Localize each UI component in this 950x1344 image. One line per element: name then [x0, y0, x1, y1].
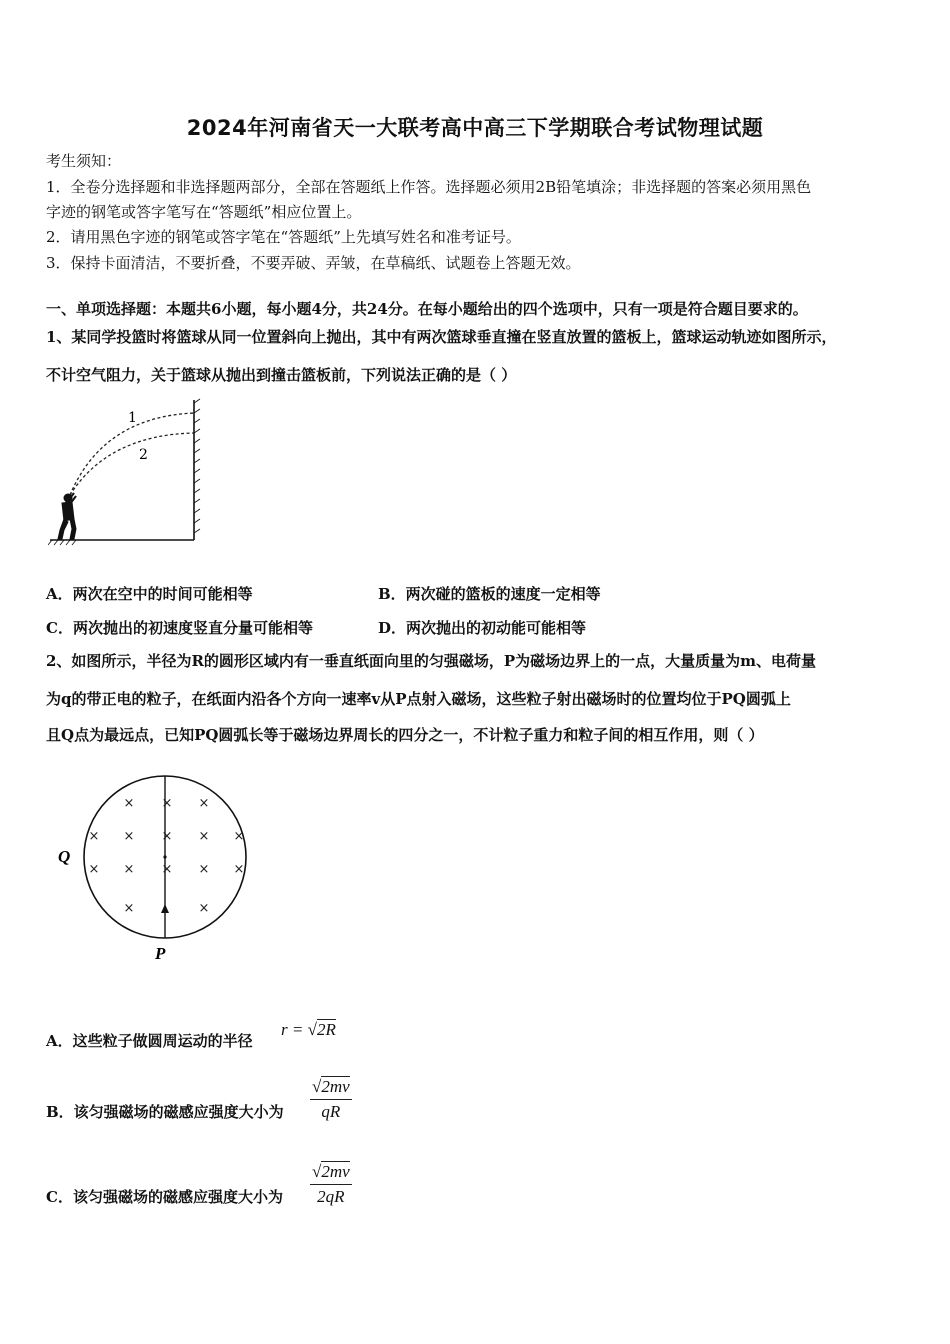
velocity-arrow [161, 904, 169, 913]
q2-stem-line1: 2、如图所示，半径为R的圆形区域内有一垂直纸面向里的匀强磁场，P为磁场边界上的一点，大量质量为m、电荷量 [46, 652, 817, 670]
q2-option-c: C．该匀强磁场的磁感应强度大小为 [46, 1188, 283, 1206]
notice-heading: 考生须知： [46, 152, 122, 170]
q2-option-b: B．该匀强磁场的磁感应强度大小为 [46, 1103, 284, 1121]
sqrt-icon: √ [307, 1020, 317, 1039]
q2-option-a-text: A．这些粒子做圆周运动的半径 [46, 1032, 253, 1050]
trajectory-2 [70, 433, 194, 495]
fraction-denominator: qR [321, 1102, 341, 1121]
svg-text:×: × [161, 796, 173, 811]
svg-text:×: × [88, 829, 100, 844]
svg-text:×: × [123, 862, 135, 877]
q2-option-a [46, 1030, 253, 1051]
svg-text:×: × [198, 829, 210, 844]
notice-item-2: 2．请用黑色字迹的钢笔或答字笔在“答题纸”上先填写姓名和准考证号。 [46, 228, 521, 246]
sqrt-icon: √ [312, 1077, 322, 1096]
svg-text:×: × [88, 862, 100, 877]
q2-option-c-fraction [310, 1162, 352, 1207]
q2-option-b-fraction [310, 1077, 352, 1122]
trajectory-2-label: 2 [139, 447, 148, 463]
center-dot [163, 855, 166, 858]
q2-figure [52, 770, 257, 965]
svg-text:×: × [161, 862, 173, 877]
formula-lhs: r = [281, 1020, 304, 1039]
svg-text:×: × [123, 829, 135, 844]
fraction-denominator: 2qR [317, 1187, 345, 1206]
notice-item-3: 3．保持卡面清洁，不要折叠，不要弄破、弄皱，在草稿纸、试题卷上答题无效。 [46, 254, 581, 272]
trajectory-1-label: 1 [128, 410, 137, 426]
q1-figure [48, 395, 208, 550]
notice-item-1: 1．全卷分选择题和非选择题两部分，全部在答题纸上作答。选择题必须用2B铅笔填涂；非选择题的答案必须用黑色 [46, 178, 812, 196]
q1-stem-line1: 1、某同学投篮时将篮球从同一位置斜向上抛出，其中有两次篮球垂直撞在竖直放置的篮板上，篮球运动轨迹如图所示， [46, 328, 837, 346]
svg-text:×: × [233, 829, 245, 844]
field-crosses [89, 796, 245, 916]
q2-stem-line3: 且Q点为最远点，已知PQ圆弧长等于磁场边界周长的四分之一，不计粒子重力和粒子间的相互作用，则（ ） [46, 726, 764, 744]
svg-text:×: × [123, 796, 135, 811]
fraction-numerator: 2mv [321, 1162, 350, 1181]
point-p-label: P [155, 944, 166, 963]
point-q-label: Q [58, 847, 71, 866]
fraction-numerator: 2mv [321, 1077, 350, 1096]
q2-stem-line2: 为q的带正电的粒子，在纸面内沿各个方向一速率v从P点射入磁场，这些粒子射出磁场时的位置均位于PQ圆弧上 [46, 690, 791, 708]
q1-stem-line2: 不计空气阻力，关于篮球从抛出到撞击篮板前，下列说法正确的是（ ） [46, 366, 517, 384]
player-figure [58, 493, 76, 539]
q1-option-c: C．两次抛出的初速度竖直分量可能相等 [46, 619, 313, 637]
q1-option-a: A．两次在空中的时间可能相等 [46, 585, 253, 603]
q1-option-d: D．两次抛出的初动能可能相等 [378, 619, 587, 637]
svg-text:×: × [233, 862, 245, 877]
svg-text:×: × [198, 862, 210, 877]
svg-text:×: × [198, 796, 210, 811]
page-title: 2024年河南省天一大联考高中高三下学期联合考试物理试题 [186, 116, 764, 140]
notice-item-1-cont: 字迹的钢笔或答字笔写在“答题纸”相应位置上。 [46, 203, 362, 221]
svg-text:×: × [198, 901, 210, 916]
q2-option-a-formula [281, 1020, 336, 1040]
ground [48, 540, 194, 545]
svg-text:×: × [161, 829, 173, 844]
sqrt-icon: √ [312, 1162, 322, 1181]
backboard [194, 399, 200, 540]
formula-rhs: 2R [316, 1020, 336, 1039]
section-heading: 一、单项选择题：本题共6小题，每小题4分，共24分。在每小题给出的四个选项中，只有一项是符合题目要求的。 [46, 300, 808, 318]
svg-text:×: × [123, 901, 135, 916]
q1-option-b: B．两次碰的篮板的速度一定相等 [378, 585, 601, 603]
